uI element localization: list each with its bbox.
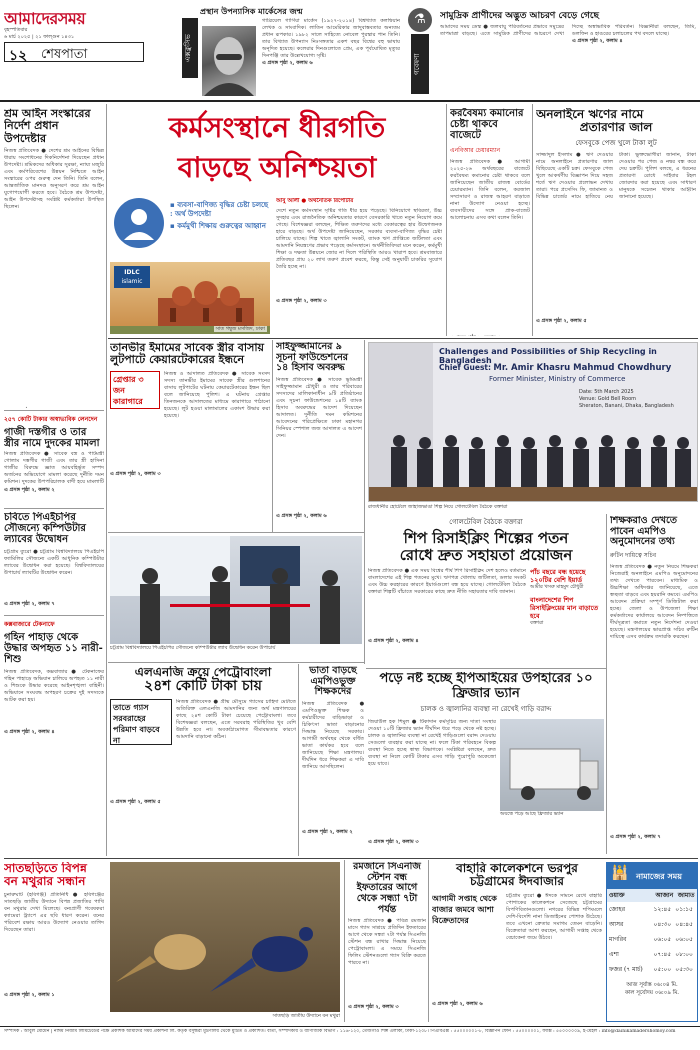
ship-highlight-1: পাঁচ বছরে বন্ধ হয়েছে ১২০টির বেশি ইয়ার্ড	[530, 567, 586, 584]
idlc-logo: IDLC islamic	[114, 266, 150, 288]
tanvir-highlight-box: গ্রেপ্তার ৩ জন কারাগারে	[110, 371, 160, 409]
masthead-date: বৃহস্পতিবার ৬ মার্চ ২০২৫ | ২১ ফাল্গুন ১৪৩১	[4, 27, 75, 40]
lead-headline: কর্মসংস্থানে ধীরগতি বাড়ছে অনিশ্চয়তা	[168, 111, 386, 184]
prayer-row: জোহর ১২:৪৫ ০১:১৫	[609, 906, 693, 913]
prayer-row: আসর ০৪:৩০ ০৪:৪৫	[609, 921, 693, 928]
lng-story: এলএনজি ক্রয়ে পেট্রোবাংলা ২৪শ কোটি টাকা চায় তাতে গ্যাস সরবরাহের পরিমাণ বাড়বে না নিজস্ব প্রতিবেদক ● গ্রীষ্ম মৌসুমে গ্যাসের চাহিদা মেটাতে অতিরিক্ত এলএনজি আমদানির জন্য অর্থ মন্ত্রণালয়ের কাছে ২৪শ কোটি টাকা চেয়েছে পেট্রোবাংলা। তবে বিশেষজ্ঞরা বলছেন, এতে সরবরাহ পরিস্থিতির খুব বেশি উন্নতি হবে না। অবকাঠামোগত সীমাবদ্ধতার কারণে আমদানি বাড়ানো কঠিন। এ প্রসঙ্গ পৃষ্ঠা ২, কলাম ৫	[110, 666, 296, 806]
bird-caption: সাতছড়ি জাতীয় উদ্যানে বন মথুরা	[272, 1013, 340, 1019]
worker-icon	[114, 198, 164, 248]
ship-highlight-2: বাংলাদেশের শিপ রিসাইক্লিংয়ের মান বাড়াতে হবে	[530, 595, 599, 620]
top-story2-body: আমাদের সময় ডেস্ক ● জলবায়ু পরিবর্তনের প্রভাবে সমুদ্রের তাপমাত্রা বাড়ছে। এতে সামুদ্রিক প্রাণীদের আচরণে দেখা দিচ্ছে অস্বাভাবিক পরিবর্তন। বিজ্ঞানীরা বলছেন, তিমি, ডলফিন ও হাঙরের চলাচলের পথ বদলে যাচ্ছে। এ প্রসঙ্গ পৃষ্ঠা ২, কলাম ৪	[440, 24, 696, 44]
masthead-logo: আমাদেরসময়	[4, 9, 86, 28]
ship-recycling-event-photo: Challenges and Possibilities of Ship Recycling in Bangladesh Chief Guest: Mr. Amir Khasru Mahmud Chowdhury Former Minister, Ministry of Commerce Date: 5th March 2025 Venue: Gold Bell Room Sheraton, Banani, Dhaka, Bangladesh	[368, 342, 698, 502]
freezer-van-photo	[500, 719, 604, 811]
eid-highlight-box: আগামী সপ্তাহ থেকে বাজার জমবে আশা বিক্রেতাদের	[432, 892, 497, 925]
lng-highlight-box: তাতে গ্যাস সরবরাহের পরিমাণ বাড়বে না	[110, 699, 172, 745]
banner-title: Challenges and Possibilities of Ship Recycling in Bangladesh	[439, 347, 657, 365]
research-tag: গবেষণা	[411, 34, 429, 94]
marquez-photo	[202, 26, 256, 96]
lead-bullets: ▪ ব্যবসা-বাণিজ্য বৃদ্ধির চেষ্টা চলছে : অর্থ উপদেষ্টা ▪ কর্মমুখী শিক্ষায় গুরুত্বের আহ্বান	[170, 200, 269, 230]
banner-caption: রাজধানীর হোটেলে জাহাজভাঙা শিল্প নিয়ে গোলটেবিল বৈঠকে বক্তারা	[368, 504, 508, 510]
gazi-story: ২৫৭ কোটি টাকার অস্বাভাবিক লেনদেন গাজী দস্তগীর ও তার স্ত্রীর নামে দুদকের মামলা নিজস্ব প্রতিবেদক ● সাবেক বস্ত্র ও পাটমন্ত্রী গোলাম দস্তগীর গাজী এবং তার স্ত্রী হাসিনা গাজীর বিরুদ্ধে জ্ঞাত আয়বহির্ভূত সম্পদ অর্জনের অভিযোগে মামলা করেছে দুর্নীতি দমন কমিশন। দুদকের উপপরিচালক বাদী হয়ে মামলাটি এ প্রসঙ্গ পৃষ্ঠা ২, কলাম ২	[4, 416, 104, 494]
cu-lab-photo	[110, 536, 362, 644]
teknaf-story: কক্সবাজারে টেকনাফে গহিন পাহাড় থেকে উদ্ধার অপহৃত ১১ নারী-শিশু নিজস্ব প্রতিবেদক, কক্সবাজার ● টেকনাফের গহিন পাহাড়ে অভিযান চালিয়ে অপহৃত ১১ নারী ও শিশুকে উদ্ধার করেছে আইনশৃঙ্খলা বাহিনী। অভিযানে সংঘবদ্ধ অপহরণ চক্রের দুই সদস্যকে আটক করা হয়। এ প্রসঙ্গ পৃষ্ঠা ২, কলাম ৪	[4, 621, 104, 735]
cng-story: রমজানে সিএনজি স্টেশন বন্ধ ইফতারের আগে থেকে সন্ধ্যা ৭টা পর্যন্ত নিজস্ব প্রতিবেদক ● পবিত্র রমজান মাসে গ্যাস সাশ্রয়ে প্রতিদিন ইফতারের আগে থেকে সন্ধ্যা ৭টা পর্যন্ত সিএনজি স্টেশন বন্ধ রাখার সিদ্ধান্ত নিয়েছে পেট্রোবাংলা। এ সময়ে সিএনজি ফিলিং স্টেশনগুলো গ্যাস বিক্রি করতে পারবে না। এ প্রসঙ্গ পৃষ্ঠা ২, কলাম ৩	[348, 862, 426, 1011]
page-number-box: ১২ শেষপাতা	[4, 42, 144, 62]
cu-lab-story: চবিতে পিএইচপির সৌজন্যে কম্পিউটার ল্যাবের উদ্বোধন চট্টগ্রাম ব্যুরো ● চট্টগ্রাম বিশ্ববিদ্যালয়ে পিএইচপি ফ্যামিলির সৌজন্যে একটি আধুনিক কম্পিউটার ল্যাবের উদ্বোধন করা হয়েছে। বিশ্ববিদ্যালয়ের উপাচার্য ল্যাবটির উদ্বোধন করেন। এ প্রসঙ্গ পৃষ্ঠা ২, কলাম ৭	[4, 512, 104, 607]
mosque-illustration	[110, 262, 270, 334]
online-fraud-story: অনলাইনে ঋণের নামে প্রতারণার জাল ফেসবুকে পেজ খুলে টাকা লুট সাজ্জাদুল ইসলাম ● ঋণ দেওয়ার নামে অনলাইনে প্রতারণার জাল বিছিয়েছে একটি চক্র। ফেসবুকে পেজ খুলে আকর্ষণীয় বিজ্ঞাপন দিয়ে সহজ শর্তে ঋণ দেওয়ার প্রলোভন দেখায় তারা। পরে প্রসেসিং ফি, জামানত ও বিভিন্ন চার্জের নামে হাতিয়ে নেয় টাকা। ভুক্তভোগীরা জানান, টাকা দেওয়ার পর পেজ ও নম্বর বন্ধ করে দেয় চক্রটি। পুলিশ বলছে, এ ধরনের প্রতারণা রোধে সাইবার টহল জোরদার করা হয়েছে এবং সাধারণ মানুষকে সচেতন থাকার আহ্বান জানানো হয়েছে। এ প্রসঙ্গ পৃষ্ঠা ২, কলাম ৫	[536, 108, 696, 324]
allowance-story: ভাতা বাড়ছে এমপিওভুক্ত শিক্ষকদের নিজস্ব প্রতিবেদক ● এমপিওভুক্ত শিক্ষক ও কর্মচারীদের বাড়িভাড়া ও চিকিৎসা ভাতা বাড়ানোর সিদ্ধান্ত নিয়েছে সরকার। আগামী অর্থবছর থেকে বর্ধিত ভাতা কার্যকর হবে বলে জানিয়েছে শিক্ষা মন্ত্রণালয়। দীর্ঘদিন ধরে শিক্ষকরা এ দাবি জানিয়ে আসছিলেন। এ প্রসঙ্গ পৃষ্ঠা ২, কলাম ২	[302, 666, 364, 835]
prayer-row: মাগরিব ০৬:০৫ ০৬:০৫	[609, 936, 693, 943]
cu-lab-caption: চট্টগ্রাম বিশ্ববিদ্যালয়ে পিএইচপির সৌজন্যে কম্পিউটার ল্যাব উদ্বোধন করেন উপাচার্য	[110, 645, 276, 651]
page-name: শেষপাতা	[41, 47, 88, 62]
imprint-footer: সম্পাদক : আবুল মোমেন | নাঈম নিজাম লিমিটেডের পক্ষে প্রকাশক আমাদের সময় প্রকাশনা লি. কর্তৃক বসুন্ধরা মুদ্রণালয় থেকে মুদ্রিত ও প্রকাশিত। বার্তা, সম্পাদকীয় ও বাণিজ্যিক বিভাগ : ১১৬-১২০, তেজগাঁও শিল্প এলাকা, ঢাকা-১২০৮। পিএবিএক্স : ৫৫০০০০০১-৮, বিজ্ঞাপন ফোন : ৫৫০০০০০১, ফ্যাক্স : ৫৫০০০০০৯, ই-মেইল : info@dainikamadershomoy.com	[4, 1029, 676, 1034]
ship-recycling-story: গোলটেবিল বৈঠকে বক্তারা শিপ রিসাইক্লিং শিল্পের পতন রোধে দ্রুত সহায়তা প্রয়োজন নিজস্ব প্রতিবেদক ● এক সময় বিশ্বের শীর্ষ শিপ রিসাইক্লিং দেশ হলেও বর্তমানে বাংলাদেশের এই শিল্প পতনের মুখে। ঋণপত্র খোলায় জটিলতা, ডলার সংকট এবং উচ্চ করহারের কারণে ইয়ার্ডগুলো বন্ধ হয়ে যাচ্ছে। গোলটেবিল বৈঠকে বক্তারা শিল্পটি বাঁচাতে সরকারের কাছে দ্রুত নীতি সহায়তার দাবি জানান। পাঁচ বছরে বন্ধ হয়েছে ১২০টির বেশি ইয়ার্ড আমীর খসরু মাহমুদ চৌধুরী বাংলাদেশের শিপ রিসাইক্লিংয়ের মান বাড়াতে হবে বক্তারা এ প্রসঙ্গ পৃষ্ঠা ২, কলাম ৪	[368, 516, 604, 668]
eid-market-story: বাহারি কালেকশনে ভরপুর চট্টগ্রামের ঈদবাজার আগামী সপ্তাহ থেকে বাজার জমবে আশা বিক্রেতাদের চট্টগ্রাম ব্যুরো ● ঈদকে সামনে রেখে বাহারি পোশাকের কালেকশনে সেজেছে চট্টগ্রামের বিপণিবিতানগুলো। নগরের বিভিন্ন শপিংমলে দেশি-বিদেশি নানা ডিজাইনের পোশাক উঠেছে। তবে এখনো ক্রেতার সমাগম তেমন বাড়েনি। বিক্রেতারা আশা করছেন, আগামী সপ্তাহ থেকে বেচাকেনা জমে উঠবে। এ প্রসঙ্গ পৃষ্ঠা ২, কলাম ৬	[432, 862, 602, 1007]
event-participants-illustration	[369, 343, 698, 502]
ribbon-cutting-illustration	[110, 536, 362, 644]
mosque-icon: 🕌	[611, 865, 629, 881]
prayer-times-box: 🕌 নামাজের সময় ওয়াক্ত আজান জামাত জোহর ১২:৪৫ ০১:১৫ আসর ০৪:৩০ ০৪:৪৫ মাগরিব ০৬:০৫ ০৬:০৫ এশা ০৭:৪৫ ০৮:০০ ফজর (৭ মার্চ) ০৫:০০ ০৫:৩০ আজ সূর্যাস্ত ০৬:০৪ মি. কাল সূর্যোদয় ০৬:০৯ মি.	[606, 862, 698, 1022]
saifuzzaman-story: সাইফুজ্জামানের ৯ সূচনা ফাউন্ডেশনের ১৪ হিসাব অবরুদ্ধ নিজস্ব প্রতিবেদক ● সাবেক ভূমিমন্ত্রী সাইফুজ্জামান চৌধুরী ও তার পরিবারের সদস্যদের মালিকানাধীন ৯টি প্রতিষ্ঠানের এবং সূচনা ফাউন্ডেশনের ১৪টি ব্যাংক হিসাব অবরুদ্ধের আদেশ দিয়েছেন আদালত। দুর্নীতি দমন কমিশনের আবেদনের পরিপ্রেক্ষিতে ঢাকা মহানগর সিনিয়র স্পেশাল জজ আদালত এ আদেশ দেন। এ প্রসঙ্গ পৃষ্ঠা ২, কলাম ৬	[276, 342, 362, 519]
top-story2-title: সামুদ্রিক প্রাণীদের অদ্ভুত আচরণ বেড়ে গেছে	[440, 11, 599, 21]
top-story1-body: গাব্রিয়েল গার্সিয়া মার্কেস (১৯২৭-২০১৪) বিশ্বখ্যাত কলম্বিয়ান লেখক ও সাংবাদিক। লাতিন আমেরিকার জাদুবাস্তবতার অন্যতম প্রধান রূপকার। ১৯৮২ সালে সাহিত্যে নোবেল পুরস্কার পান তিনি। তার বিখ্যাত উপন্যাস নিঃসঙ্গতার একশ বছর বিশ্বের বহু ভাষায় অনূদিত হয়েছে। কলেরার দিনগুলোতে প্রেম, এক পূর্বঘোষিত মৃত্যুর দিনপঞ্জি তার উল্লেখযোগ্য সৃষ্টি। এ প্রসঙ্গ পৃষ্ঠা ২, কলাম ৬	[262, 18, 400, 66]
lead-body: আবু আলী ● অর্থনৈতিক রিপোর্টার দেশে নতুন কর্মসংস্থান সৃষ্টির গতি ধীর হয়ে পড়েছে। বিনিয়োগে স্থবিরতা, উচ্চ সুদহার এবং রাজনৈতিক অনিশ্চয়তার কারণে বেসরকারি খাতে নতুন নিয়োগ কমে গেছে। বিশেষজ্ঞরা বলছেন, শিক্ষিত তরুণদের মধ্যে বেকারত্বের হার উদ্বেগজনক হারে বাড়ছে। অর্থ উপদেষ্টা জানিয়েছেন, সরকার ব্যবসা-বাণিজ্য বৃদ্ধির চেষ্টা চালিয়ে যাচ্ছে। শিল্প খাতে জ্বালানি সংকট, ব্যাংক ঋণ প্রাপ্তিতে জটিলতা এবং আমদানি নিয়ন্ত্রণের প্রভাব পড়েছে কর্মসংস্থানে। অর্থনীতিবিদরা মনে করেন, কর্মমুখী শিক্ষা ও দক্ষতা উন্নয়নে জোর না দিলে পরিস্থিতি আরও খারাপ হবে। শ্রমবাজারে প্রতিবছর প্রায় ২০ লাখ তরুণ প্রবেশ করছে, কিন্তু সেই অনুযায়ী চাকরির সুযোগ তৈরি হচ্ছে না। এ প্রসঙ্গ পৃষ্ঠা ২, কলাম ৩	[276, 198, 442, 304]
pheasant-illustration	[110, 862, 340, 1012]
tanvir-story: তানভীর ইমামের সাবেক স্ত্রীর বাসায় লুটপাটে কেয়ারটেকারের ইন্ধনে গ্রেপ্তার ৩ জন কারাগারে নিজস্ব ও আদালত প্রতিবেদক ● সাবেক সংসদ সদস্য তানভীর ইমামের সাবেক স্ত্রীর গুলশানের বাসায় লুটপাটের ঘটনায় কেয়ারটেকারের ইন্ধন ছিল বলে জানিয়েছে পুলিশ। এ ঘটনায় গ্রেপ্তার তিনজনকে আদালতের মাধ্যমে কারাগারে পাঠানো হয়েছে। লুট হওয়া মালামালের একাংশ উদ্ধার করা হয়েছে। এ প্রসঙ্গ পৃষ্ঠা ২, কলাম ৩	[110, 342, 270, 477]
prayer-header: 🕌 নামাজের সময়	[607, 863, 697, 889]
portrait-illustration	[202, 26, 256, 96]
tax-story: করবৈষম্য কমানোর চেষ্টা থাকবে বাজেটে এনবিআর চেয়ারম্যান নিজস্ব প্রতিবেদক ● আগামী ২০২৫-২৬ অর্থবছরের বাজেটে করবৈষম্য কমানোর চেষ্টা থাকবে বলে জানিয়েছেন জাতীয় রাজস্ব বোর্ডের চেয়ারম্যান। তিনি বলেন, করজাল সম্প্রসারণ ও রাজস্ব আহরণ বাড়াতে নানা উদ্যোগ নেওয়া হচ্ছে। ব্যবসায়ীদের সঙ্গে প্রাক-বাজেট আলোচনায় এসব কথা বলেন তিনি।	[450, 108, 530, 221]
mpo-story: শিক্ষকরাও দেখতে পাবেন এমপিও অনুমোদনের তথ্য রুটিন দায়িত্বে সচিব নিজস্ব প্রতিবেদক ● নতুন নিয়মে শিক্ষকরা নিজেরাই অনলাইনে এমপিও অনুমোদনের তথ্য দেখতে পারবেন। মাধ্যমিক ও উচ্চশিক্ষা অধিদপ্তর জানিয়েছে, এতে স্বচ্ছতা বাড়বে এবং হয়রানি কমবে। এমপিও আবেদন প্রক্রিয়া সম্পূর্ণ ডিজিটাল করা হচ্ছে। জেলা ও উপজেলা শিক্ষা কর্মকর্তাদের কার্যালয়ে আবেদন নিষ্পত্তিতে দীর্ঘসূত্রতা কমাতে নতুন নির্দেশনা দেওয়া হয়েছে। মন্ত্রণালয়ের ভারপ্রাপ্ত সচিব রুটিন দায়িত্বে এসব কার্যক্রম তদারকি করছেন। এ প্রসঙ্গ পৃষ্ঠা ২, কলাম ৭	[610, 516, 698, 840]
prayer-row: ফজর (৭ মার্চ) ০৫:০০ ০৫:৩০	[609, 966, 693, 973]
prayer-row: এশা ০৭:৪৫ ০৮:০০	[609, 951, 693, 958]
prayer-table: ওয়াক্ত আজান জামাত জোহর ১২:৪৫ ০১:১৫ আসর ০৪:৩০ ০৪:৪৫ মাগরিব ০৬:০৫ ০৬:০৫ এশা ০৭:৪৫ ০৮:০০ ফজর (৭ মার্চ) ০৫:০০ ০৫:৩০	[607, 889, 697, 977]
top-story1-title: প্রস্থান উপন্যাসিক মার্কেসের জন্ম	[200, 6, 303, 16]
van-illustration	[500, 719, 604, 811]
labor-law-story: শ্রম আইন সংস্কারের নির্দেশ প্রধান উপদেষ্টার নিজস্ব প্রতিবেদক ● দেশের শ্রম আইনের বিভিন্ন ধারায় সংশোধনের দিকনির্দেশনা দিয়েছেন প্রধান উপদেষ্টা। শ্রমিকদের অধিকার সুরক্ষা, ন্যায্য মজুরি এবং কর্মপরিবেশের উন্নয়ন নিশ্চিতে আইন সংস্কারের ওপর গুরুত্ব দেন তিনি। তিনি বলেন, আন্তর্জাতিক মানদণ্ড অনুসরণ করে শ্রম আইন যুগোপযোগী করতে হবে। বৈঠকে শ্রম উপদেষ্টা, আইন উপদেষ্টাসহ সংশ্লিষ্ট কর্মকর্তারা উপস্থিত ছিলেন।	[4, 108, 104, 210]
idlc-ad: IDLC islamic সাত গম্বুজ মসজিদ, ঢাকা	[110, 262, 270, 334]
epi-story: পড়ে নষ্ট হচ্ছে ইপিআইয়ের উপহারের ১০ ফ্রিজার ভ্যান চালক ও জ্বালানির ব্যবস্থা না রেখেই গাড়ি বরাদ্দ জিয়াউল হক শিমুল ● টিকাদান কর্মসূচির জন্য দাতা সংস্থার দেওয়া ১০টি ফ্রিজার ভ্যান দীর্ঘদিন ধরে পড়ে থেকে নষ্ট হচ্ছে। চালক ও জ্বালানির ব্যবস্থা না রেখেই গাড়িগুলো বরাদ্দ দেওয়ায় সেগুলো ব্যবহার করা যাচ্ছে না। ফলে টিকা পরিবহনে বিকল্প ব্যবস্থা নিতে হচ্ছে স্বাস্থ্য বিভাগকে। সংশ্লিষ্টরা বলছেন, দ্রুত ব্যবস্থা না নিলে কোটি টাকার এসব গাড়ি পুরোপুরি অকেজো হয়ে যাবে। অযত্নে পড়ে আছে ফ্রিজার ভ্যান এ প্রসঙ্গ পৃষ্ঠা ২, কলাম ৩	[368, 672, 604, 856]
bird-photo	[110, 862, 340, 1012]
science-badge: ⚗	[408, 8, 432, 32]
exclusive-tag: এক্সক্লুসিভ	[182, 18, 198, 78]
satchhari-story: সাতছড়িতে বিপন্ন বন মথুরার সন্ধান চুনারুঘাট (হবিগঞ্জ) প্রতিনিধি ● হবিগঞ্জের সাতছড়ি জাতীয় উদ্যানে বিপন্ন প্রজাতির পাখি বন মথুরার দেখা মিলেছে। বন্যপ্রাণী গবেষকরা ক্যামেরা ট্র্যাপে এর ছবি ধারণ করেন। বনের পরিবেশ রক্ষায় আরও উদ্যোগ নেওয়ার তাগিদ দিয়েছেন তারা। এ প্রসঙ্গ পৃষ্ঠা ২, কলাম ১	[4, 862, 104, 998]
